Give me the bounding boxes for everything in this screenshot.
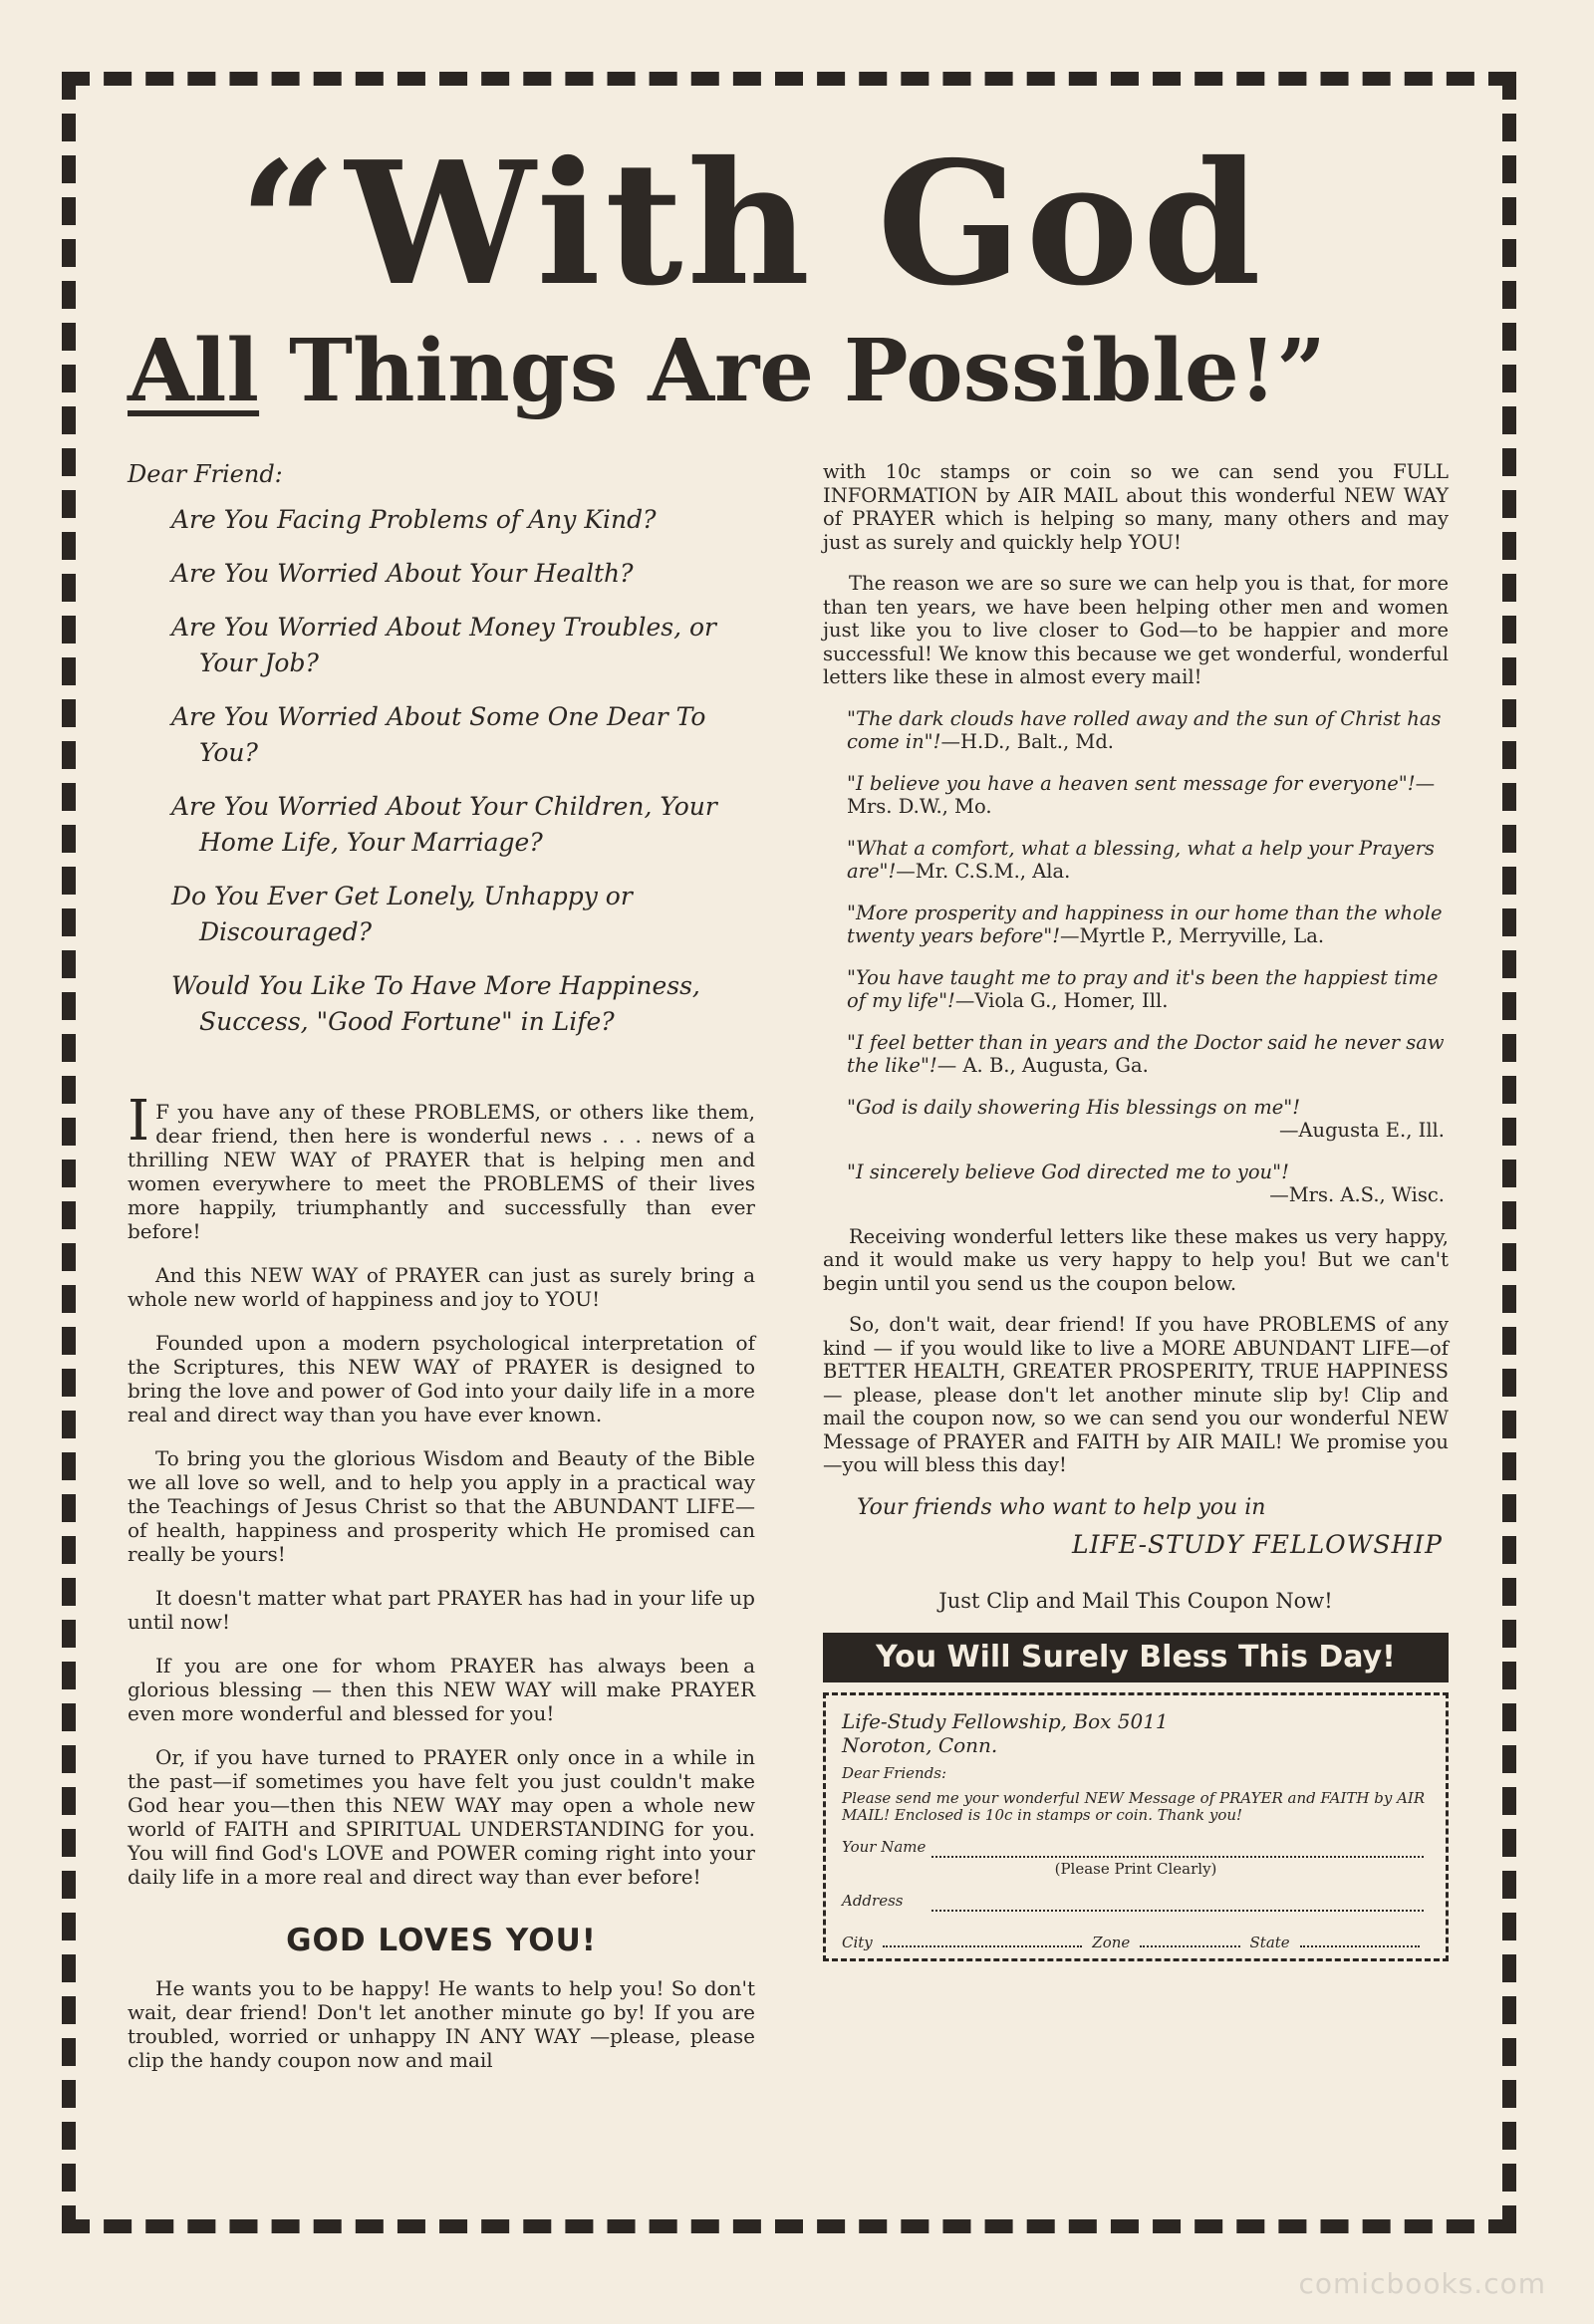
- coupon-zone-line[interactable]: [1140, 1945, 1239, 1947]
- coupon-print-note: (Please Print Clearly): [1054, 1859, 1217, 1878]
- headline-all-things-possible: [128, 317, 1462, 426]
- right-paragraph-1: with 10c stamps or coin so we can send you FULL INFORMATION by AIR MAIL about this wonderful NEW WAY of PRAYER which is helping so many, many others and may just as surely and quickly help YOU!: [823, 460, 1449, 554]
- coupon-address-label: Address: [842, 1891, 904, 1910]
- question-7: Would You Like To Have More Happiness, Success, "Good Fortune" in Life?: [171, 971, 700, 1036]
- testimonial-6: [847, 1031, 1449, 1078]
- coupon-body: Please send me your wonderful NEW Message of PRAYER and FAITH by AIR MAIL! Enclosed is 10c in stamps or coin. Thank you!: [842, 1788, 1426, 1824]
- paragraph-5: It doesn't matter what part PRAYER has had in your life up until now!: [128, 1586, 755, 1634]
- question-2: Are You Worried About Your Health?: [171, 559, 634, 588]
- testimonial-author: — A. B., Augusta, Ga.: [936, 1054, 1149, 1077]
- greeting: Dear Friend:: [128, 460, 283, 488]
- headline-rest: Things Are Possible!”: [259, 321, 1326, 421]
- coupon-address-line-1: Life-Study Fellowship, Box 5011: [842, 1708, 1169, 1733]
- testimonial-4: [847, 902, 1449, 948]
- headline-all-underlined: All: [128, 321, 260, 421]
- paragraph-3: Founded upon a modern psychological interpretation of the Scriptures, this NEW WAY of PRAYER is designed to bring the love and power of God into your daily life in a more real and direct way than you have ever known.: [128, 1331, 755, 1426]
- mail-coupon[interactable]: [823, 1692, 1449, 1961]
- coupon-address-field[interactable]: [842, 1892, 1430, 1916]
- right-paragraph-4: So, don't wait, dear friend! If you have PROBLEMS of any kind — if you would like to live a MORE ABUNDANT LIFE—of BETTER HEALTH, GREATER PROSPERITY, TRUE HAPPINESS — please, please don't let another minute slip by! Clip and mail the coupon now, so we can send you our wonderful NEW Message of PRAYER and FAITH by AIR MAIL! We promise you—you will bless this day!: [823, 1313, 1449, 1476]
- testimonial-quote: "The dark clouds have rolled away and the sun of Christ has come in"!: [847, 706, 1442, 753]
- testimonial-5: [847, 966, 1449, 1013]
- site-watermark: comicbooks.com: [1298, 2267, 1546, 2300]
- coupon-zone-label: Zone: [1092, 1933, 1131, 1951]
- testimonial-8: [847, 1161, 1449, 1207]
- intro-paragraph: [128, 1089, 755, 1243]
- coupon-name-line[interactable]: [931, 1856, 1424, 1858]
- question-5: Are You Worried About Your Children, Your Home Life, Your Marriage?: [171, 792, 717, 857]
- paragraph-8: He wants you to be happy! He wants to help you! So don't wait, dear friend! Don't let another minute go by! If you are troubled, worried or unhappy IN ANY WAY —please, please clip the handy coupon now and mail: [128, 1976, 755, 2072]
- paragraph-4: To bring you the glorious Wisdom and Beauty of the Bible we all love so well, and to help you apply in a practical way the Teachings of Jesus Christ so that the ABUNDANT LIFE—of health, happiness and prosperity which He promised can really be yours!: [128, 1446, 755, 1566]
- question-6: Do You Ever Get Lonely, Unhappy or Discouraged?: [171, 882, 633, 946]
- testimonial-quote: "You have taught me to pray and it's been the happiest time of my life"!: [847, 965, 1439, 1012]
- coupon-city-label: City: [842, 1933, 873, 1951]
- testimonial-3: [847, 837, 1449, 884]
- coupon-city-row[interactable]: [842, 1934, 1430, 1951]
- paragraph-7: Or, if you have turned to PRAYER only once in a while in the past—if sometimes you have felt you just couldn't make God hear you—then this NEW WAY may open a whole new world of FAITH and SPIRITUAL UNDERSTANDING for you. You will find God's LOVE and POWER coming right into your daily life in a more real and direct way than ever before!: [128, 1745, 755, 1889]
- paragraph-2: And this NEW WAY of PRAYER can just as surely bring a whole new world of happiness and joy to YOU!: [128, 1263, 755, 1311]
- testimonial-1: [847, 707, 1449, 754]
- coupon-state-line[interactable]: [1300, 1945, 1420, 1947]
- coupon-address-line[interactable]: [931, 1910, 1424, 1912]
- signoff-line: Your friends who want to help you in: [857, 1494, 1266, 1520]
- coupon-state-label: State: [1249, 1933, 1290, 1951]
- testimonial-quote: "God is daily showering His blessings on me"!: [847, 1095, 1301, 1119]
- testimonial-quote: "More prosperity and happiness in our home than the whole twenty years before"!: [847, 901, 1443, 947]
- question-3: Are You Worried About Money Troubles, or Your Job?: [171, 613, 716, 677]
- testimonial-quote: "What a comfort, what a blessing, what a help your Prayers are"!: [847, 836, 1435, 883]
- testimonial-quote: "I feel better than in years and the Doctor said he never saw the like"!: [847, 1030, 1445, 1077]
- right-paragraph-3: Receiving wonderful letters like these makes us very happy, and it would make us very happy to help you! But we can't begin until you send us the coupon below.: [823, 1224, 1449, 1295]
- paragraph-6: If you are one for whom PRAYER has always been a glorious blessing — then this NEW WAY will make PRAYER even more wonderful and blessed for you!: [128, 1654, 755, 1725]
- testimonial-2: [847, 772, 1449, 819]
- drop-cap: I: [128, 1089, 150, 1154]
- testimonial-quote: "I believe you have a heaven sent message for everyone"!: [847, 771, 1416, 795]
- testimonial-author: —H.D., Balt., Md.: [940, 730, 1115, 753]
- signoff-organization: LIFE-STUDY FELLOWSHIP: [1072, 1529, 1443, 1559]
- testimonial-author: —Mrs. D.W., Mo.: [847, 771, 1436, 818]
- coupon-address-line-2: Noroton, Conn.: [842, 1732, 998, 1757]
- coupon-salutation: Dear Friends:: [842, 1763, 947, 1782]
- headline-with-god: “With God: [239, 125, 1265, 324]
- intro-text: F you have any of these PROBLEMS, or others like them, dear friend, then here is wonderful news . . . news of a thrilling NEW WAY of PRAYER that is helping men and women everywhere to meet the PROBLEMS of their lives more happily, triumphantly and successfully than ever before!: [128, 1100, 755, 1243]
- question-4: Are You Worried About Some One Dear To You?: [171, 702, 706, 767]
- coupon-name-field[interactable]: [842, 1838, 1430, 1862]
- testimonial-quote: "I sincerely believe God directed me to you"!: [847, 1160, 1289, 1183]
- question-1: Are You Facing Problems of Any Kind?: [171, 505, 657, 534]
- subhead-god-loves-you: GOD LOVES YOU!: [286, 1923, 597, 1958]
- testimonial-author: —Mrs. A.S., Wisc.: [1269, 1183, 1445, 1206]
- testimonial-7: [847, 1096, 1449, 1143]
- testimonial-author: —Augusta E., Ill.: [1278, 1119, 1445, 1142]
- testimonial-author: —Viola G., Homer, Ill.: [954, 989, 1169, 1012]
- right-paragraph-2: The reason we are so sure we can help you is that, for more than ten years, we have been helping other men and women just like you to live closer to God—to be happier and more successful! We know this because we get wonderful, wonderful letters like these in almost every mail!: [823, 572, 1449, 688]
- coupon-name-label: Your Name: [842, 1837, 927, 1856]
- coupon-city-line[interactable]: [883, 1945, 1083, 1947]
- testimonial-author: —Mr. C.S.M., Ala.: [896, 860, 1071, 883]
- left-column: [128, 460, 755, 2092]
- testimonial-author: —Myrtle P., Merryville, La.: [1060, 924, 1325, 947]
- clip-instruction: Just Clip and Mail This Coupon Now!: [938, 1588, 1333, 1613]
- right-column: [823, 460, 1449, 1961]
- bless-this-day-banner: You Will Surely Bless This Day!: [823, 1633, 1449, 1682]
